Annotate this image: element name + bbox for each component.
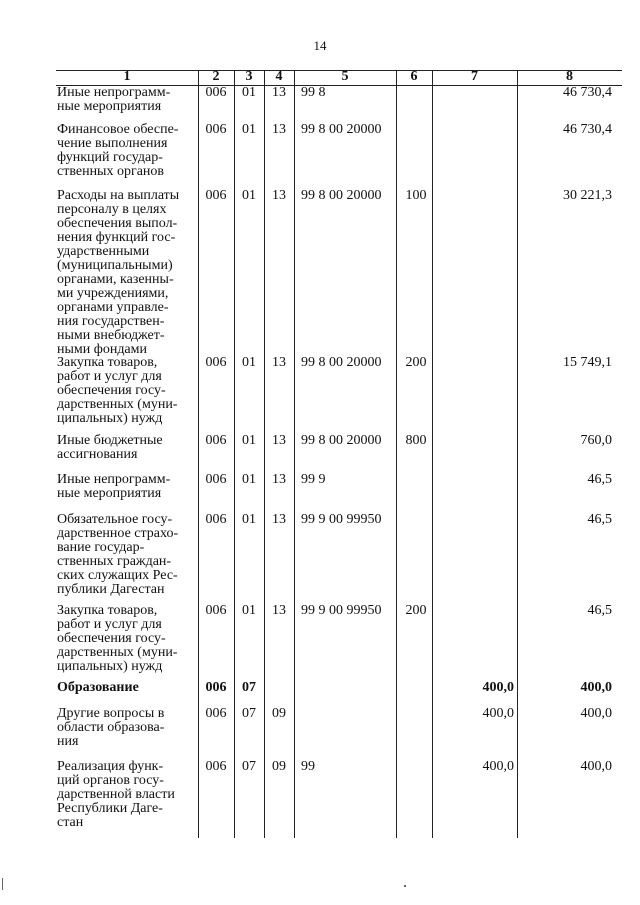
row-name-line: работ и услуг для [57,369,162,384]
row-name [57,123,197,179]
row-name-line: дарственных (муни- [57,645,178,660]
scan-artifact [404,885,406,887]
col-divider-4 [294,70,295,838]
row-name-line: вание государ- [57,540,145,555]
col-divider-5 [396,70,397,838]
row-col-5: 99 8 00 20000 [301,122,382,137]
row-name-line: ния [57,734,79,749]
row-col-4: 13 [272,188,286,203]
row-name-line: дарственной власти [57,787,175,802]
row-col-7: 400,0 [482,706,514,721]
row-name-line: чение выполнения [57,136,168,151]
row-col-8: 46 730,4 [563,122,612,137]
row-col-2: 006 [205,472,227,487]
row-name-line: ударственными [57,244,150,259]
row-name [57,356,197,426]
row-name-line: обеспечения госу- [57,383,166,398]
row-col-5: 99 8 00 20000 [301,433,382,448]
header-col-8: 8 [566,69,573,84]
row-col-8: 46 730,4 [563,85,612,100]
row-name-line: Иные бюджетные [57,433,163,448]
row-col-2: 006 [205,603,227,618]
row-name-line: ными внебюджет- [57,328,165,343]
row-name [57,189,197,357]
row-col-5: 99 9 00 99950 [301,512,382,527]
row-name-line: (муниципальными) [57,258,173,273]
row-col-3: 01 [242,122,256,137]
row-col-8: 30 221,3 [563,188,612,203]
row-name-line: Расходы на выплаты [57,188,180,203]
row-name-line: дарственных (муни- [57,397,178,412]
row-name-line: функций государ- [57,150,163,165]
row-col-2: 006 [205,355,227,370]
row-col-3: 01 [242,603,256,618]
header-col-6: 6 [410,69,418,84]
row-col-8: 400,0 [580,680,612,695]
row-name-line: обеспечения госу- [57,631,166,646]
row-col-6: 100 [405,188,427,203]
row-name [57,473,197,501]
row-col-3: 07 [242,680,256,695]
header-col-5: 5 [341,69,349,84]
scan-artifact [2,878,3,890]
row-col-3: 01 [242,188,256,203]
col-divider-2 [234,70,235,838]
row-col-4: 13 [272,472,286,487]
row-name-line: ассигнования [57,447,138,462]
row-name-line: органами, казенны- [57,272,174,287]
row-col-2: 006 [205,188,227,203]
row-name-line: ми учреждениями, [57,286,169,301]
row-name-line: ными фондами [57,342,148,357]
row-name-line: ния государствен- [57,314,165,329]
row-col-2: 006 [205,512,227,527]
row-name-line: ственных граждан- [57,554,172,569]
row-col-2: 006 [205,706,227,721]
row-name-line: Образование [57,680,139,695]
row-name [57,434,197,462]
row-name-line: ственных органов [57,164,165,179]
row-col-2: 006 [205,759,227,774]
row-col-5: 99 8 00 20000 [301,188,382,203]
row-col-8: 760,0 [580,433,612,448]
row-col-2: 006 [205,433,227,448]
row-name-line: обеспечения выпол- [57,216,178,231]
row-name-line: персоналу в целях [57,202,167,217]
header-col-1: 1 [123,69,131,84]
row-name-line: ные мероприятия [57,486,162,501]
header-col-2: 2 [212,69,220,84]
row-name [57,513,197,597]
row-name-line: Другие вопросы в [57,706,165,721]
row-name [57,604,197,674]
row-name-line: нения функций гос- [57,230,176,245]
row-col-5: 99 [301,759,315,774]
row-name-line: работ и услуг для [57,617,162,632]
row-name [57,681,197,695]
row-name-line: ских служащих Рес- [57,568,178,583]
col-divider-1 [198,70,199,838]
row-col-3: 01 [242,85,256,100]
row-col-6: 200 [405,355,427,370]
row-name-line: органами управле- [57,300,169,315]
row-col-4: 13 [272,512,286,527]
col-divider-7 [517,70,518,838]
row-col-5: 99 8 00 20000 [301,355,382,370]
row-name [57,86,197,114]
row-col-8: 15 749,1 [563,355,612,370]
row-col-4: 13 [272,603,286,618]
row-col-3: 01 [242,433,256,448]
row-col-8: 46,5 [587,603,612,618]
page-number: 14 [313,38,327,53]
row-name [57,707,197,749]
row-col-2: 006 [205,122,227,137]
row-col-4: 13 [272,433,286,448]
row-name-line: Иные непрограмм- [57,85,171,100]
row-col-7: 400,0 [482,759,514,774]
row-col-3: 01 [242,512,256,527]
row-col-5: 99 9 00 99950 [301,603,382,618]
row-col-8: 46,5 [587,512,612,527]
col-divider-6 [432,70,433,838]
row-name-line: ципальных) нужд [57,659,163,674]
row-name-line: области образова- [57,720,165,735]
budget-table [56,70,622,838]
row-name-line: Обязательное госу- [57,512,173,527]
row-col-5: 99 8 [301,85,326,100]
header-col-3: 3 [245,69,253,84]
row-col-4: 13 [272,355,286,370]
row-col-2: 006 [205,85,227,100]
row-col-3: 01 [242,355,256,370]
row-col-3: 07 [242,706,256,721]
row-col-7: 400,0 [482,680,514,695]
row-col-5: 99 9 [301,472,326,487]
row-col-6: 200 [405,603,427,618]
row-name-line: ные мероприятия [57,99,162,114]
col-divider-3 [264,70,265,838]
row-col-2: 006 [205,680,227,695]
row-name-line: ций органов госу- [57,773,164,788]
row-col-4: 13 [272,85,286,100]
row-col-4: 09 [272,706,286,721]
row-name-line: Финансовое обеспе- [57,122,179,137]
row-name-line: Закупка товаров, [57,603,158,618]
row-name-line: стан [57,815,84,830]
row-name-line: публики Дагестан [57,582,165,597]
header-col-4: 4 [275,69,283,84]
row-name-line: Закупка товаров, [57,355,158,370]
row-name-line: ципальных) нужд [57,411,163,426]
row-col-4: 09 [272,759,286,774]
row-name-line: дарственное страхо- [57,526,179,541]
row-col-8: 400,0 [580,706,612,721]
row-col-3: 07 [242,759,256,774]
row-col-4: 13 [272,122,286,137]
row-col-6: 800 [405,433,427,448]
row-name [57,760,197,830]
row-col-3: 01 [242,472,256,487]
header-col-7: 7 [471,69,478,84]
row-name-line: Иные непрограмм- [57,472,171,487]
row-name-line: Республики Даге- [57,801,163,816]
row-col-8: 46,5 [587,472,612,487]
row-name-line: Реализация функ- [57,759,164,774]
row-col-8: 400,0 [580,759,612,774]
